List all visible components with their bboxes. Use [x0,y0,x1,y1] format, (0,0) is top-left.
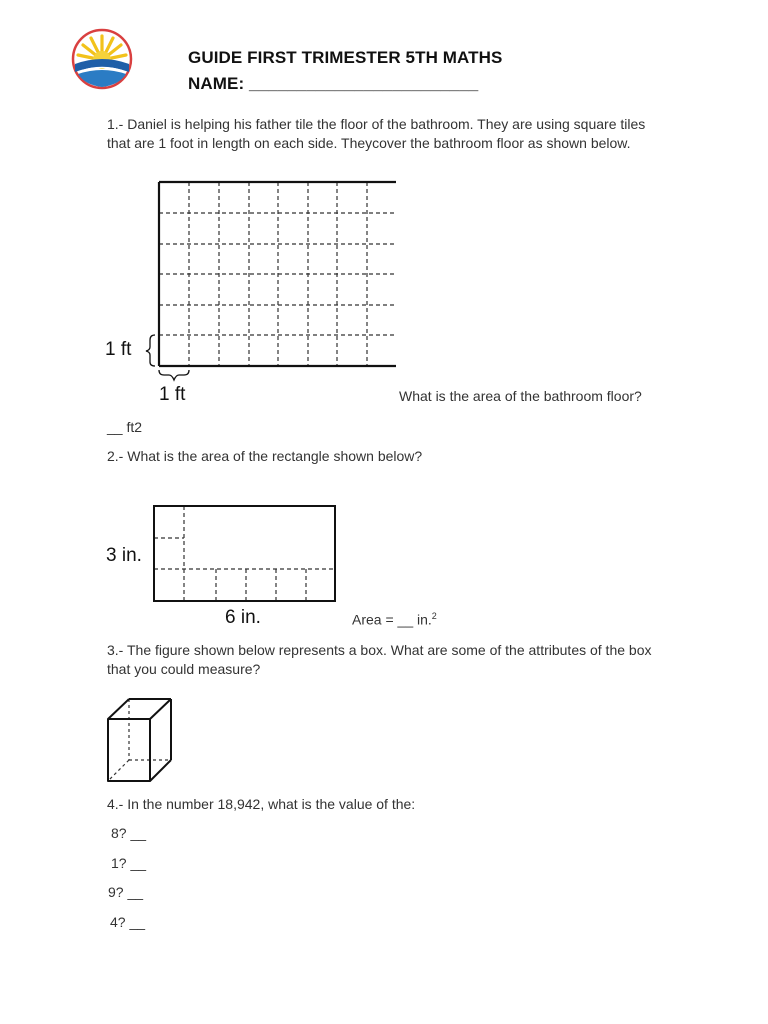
question-2-text: 2.- What is the area of the rectangle shown below? [107,448,423,464]
question-3-text: 3.- The figure shown below represents a box. What are some of the attributes of the box that you could measure? [107,642,652,677]
q1-bottom-label: 1 ft [159,384,186,405]
q4-item-9: 9? __ [108,884,144,900]
q1-answer-blank: __ ft2 [107,419,143,435]
name-field-label: NAME: ________________________ [188,74,479,93]
page-title: GUIDE FIRST TRIMESTER 5TH MATHS [188,48,503,67]
q4-item-4: 4? __ [110,914,146,930]
q1-side-label: 1 ft [105,339,132,360]
q4-item-8: 8? __ [111,825,147,841]
q2-answer-blank: Area = __ in.$^2$ [352,611,437,628]
q1-question: What is the area of the bathroom floor? [399,388,642,404]
q2-side-label: 3 in. [106,545,142,566]
q4-item-1: 1? __ [111,855,147,871]
question-4-text: 4.- In the number 18,942, what is the value of the: [107,796,416,812]
q2-bottom-label: 6 in. [225,607,261,628]
question-1-text: 1.- Daniel is helping his father tile the floor of the bathroom. They are using square tiles that are 1 foot in length on each side. Theycover the bathroom floor as shown below. [107,116,646,151]
school-logo [71,28,133,90]
